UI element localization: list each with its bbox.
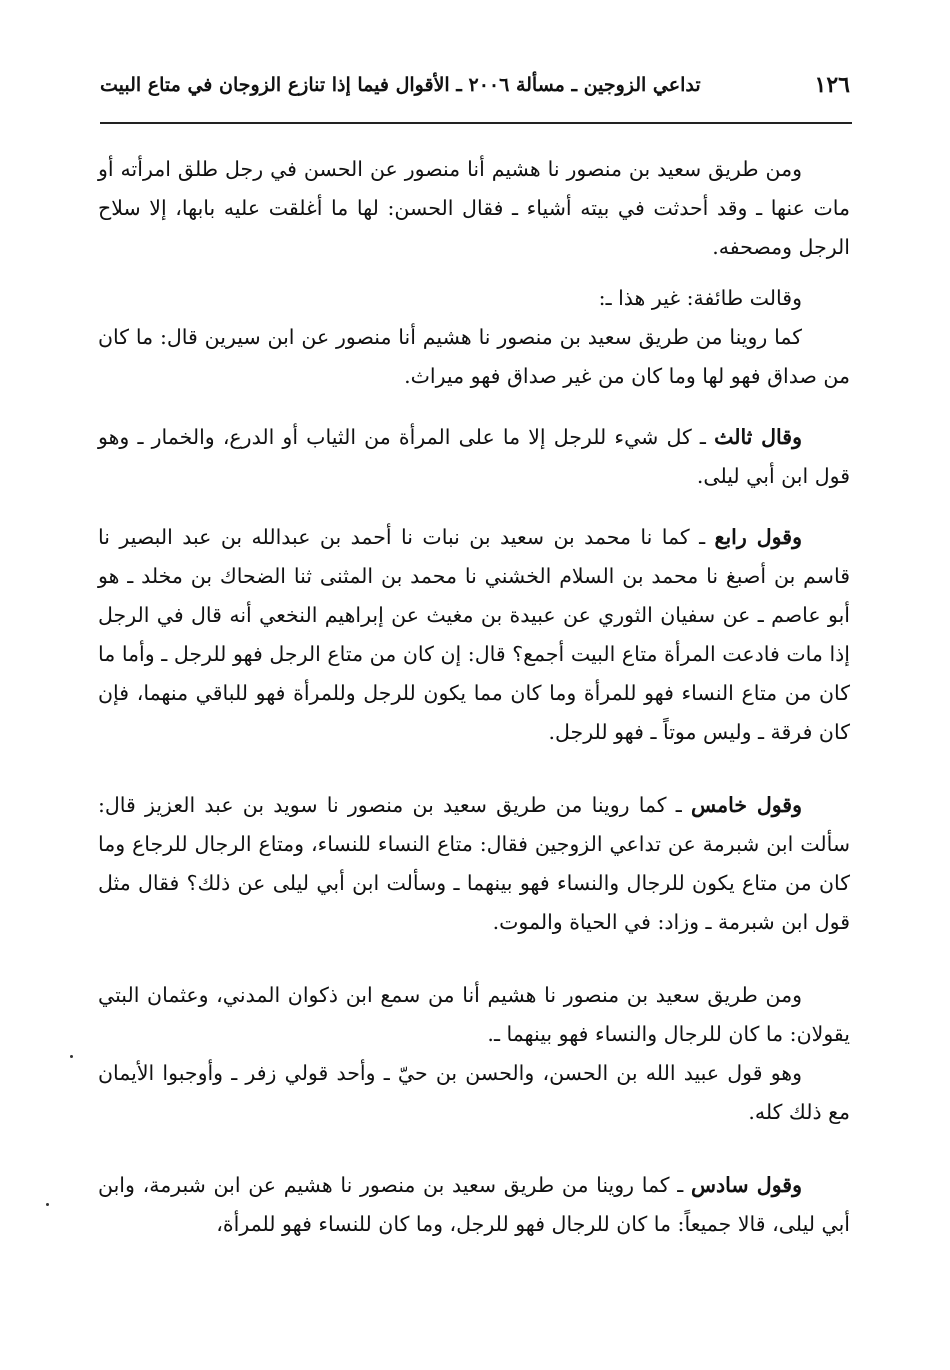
running-title: تداعي الزوجين ـ مسألة ٢٠٠٦ ـ الأقوال فيما إذا تنازع الزوجان في متاع البيت [100, 74, 701, 96]
page-body [98, 150, 850, 1244]
paragraph-lead: وقول خامس [690, 793, 803, 817]
paragraph-text: ـ كما روينا من طريق سعيد بن منصور نا هشيم عن ابن شبرمة، وابن أبي ليلى، قالا جميعاً: ما كان للرجال فهو للرجل، وما كان للنساء فهو للمرأة، [98, 1173, 850, 1236]
paragraph-lead: وقال ثالث [714, 425, 802, 449]
paragraph-5 [98, 518, 850, 752]
paragraph-3 [98, 318, 850, 396]
paragraph-4 [98, 418, 850, 496]
page-number: ١٢٦ [814, 72, 850, 98]
page-header [100, 72, 850, 108]
paragraph-lead: وقول سادس [690, 1173, 802, 1197]
paragraph-text: ـ كما روينا من طريق سعيد بن منصور نا سويد بن عبد العزيز قال: سألت ابن شبرمة عن تداعي الزوجين فقال: متاع النساء للنساء، ومتاع الرجال للرجاع وما كان من متاع يكون للرجال والنساء فهو بينهما ـ وسألت ابن أبي ليلى عن ذلك؟ فقال مثل قول ابن شبرمة ـ وزاد: في الحياة والموت. [98, 793, 850, 934]
paragraph-text: ومن طريق سعيد بن منصور نا هشيم أنا من سمع ابن ذكوان المدني، وعثمان البتي يقولان: ما كان للرجال والنساء فهو بينهما ـ. [98, 983, 850, 1046]
paragraph-text: وهو قول عبيد الله بن الحسن، والحسن بن حيّ ـ وأحد قولي زفر ـ وأوجبوا الأيمان مع ذلك كله. [98, 1061, 850, 1124]
header-rule [100, 122, 852, 124]
paragraph-2 [98, 279, 850, 318]
paragraph-text: كما روينا من طريق سعيد بن منصور نا هشيم أنا منصور عن ابن سيرين قال: ما كان من صداق فهو لها وما كان من غير صداق فهو ميراث. [98, 325, 850, 388]
paragraph-text: ـ كما نا محمد بن سعيد بن نبات نا أحمد بن عبدالله بن عبد البصير نا قاسم بن أصبغ نا محمد بن السلام الخشني نا محمد بن المثنى ثنا الضحاك بن مخلد ـ هو أبو عاصم ـ عن سفيان الثوري عن عبيدة بن مغيث عن إبراهيم النخعي أنه قال في الرجل إذا مات فادعت المرأة متاع البيت أجمع؟ قال: إن كان من متاع الرجل فهو للرجل ـ وأما ما كان من متاع النساء فهو للمرأة وما كان مما يكون للرجل وللمرأة فهو للباقي منهما، فإن كان فرقة ـ وليس موتاً ـ فهو للرجل. [98, 525, 850, 744]
paragraph-8 [98, 1054, 850, 1132]
paragraph-text: ومن طريق سعيد بن منصور نا هشيم أنا منصور عن الحسن في رجل طلق امرأته أو مات عنها ـ وقد أحدثت في بيته أشياء ـ فقال الحسن: لها ما أغلقت عليه بابها، إلا سلاح الرجل ومصحفه. [98, 157, 850, 259]
scan-speck [46, 1203, 49, 1206]
scan-speck [70, 1055, 73, 1058]
paragraph-lead: وقول رابع [714, 525, 802, 549]
paragraph-1 [98, 150, 850, 267]
paragraph-7 [98, 976, 850, 1054]
paragraph-6 [98, 786, 850, 942]
paragraph-9 [98, 1166, 850, 1244]
paragraph-text: وقالت طائفة: غير هذا ـ: [598, 286, 802, 310]
paragraph-text: ـ كل شيء للرجل إلا ما على المرأة من الثياب أو الدرع، والخمار ـ وهو قول ابن أبي ليلى. [98, 425, 850, 488]
